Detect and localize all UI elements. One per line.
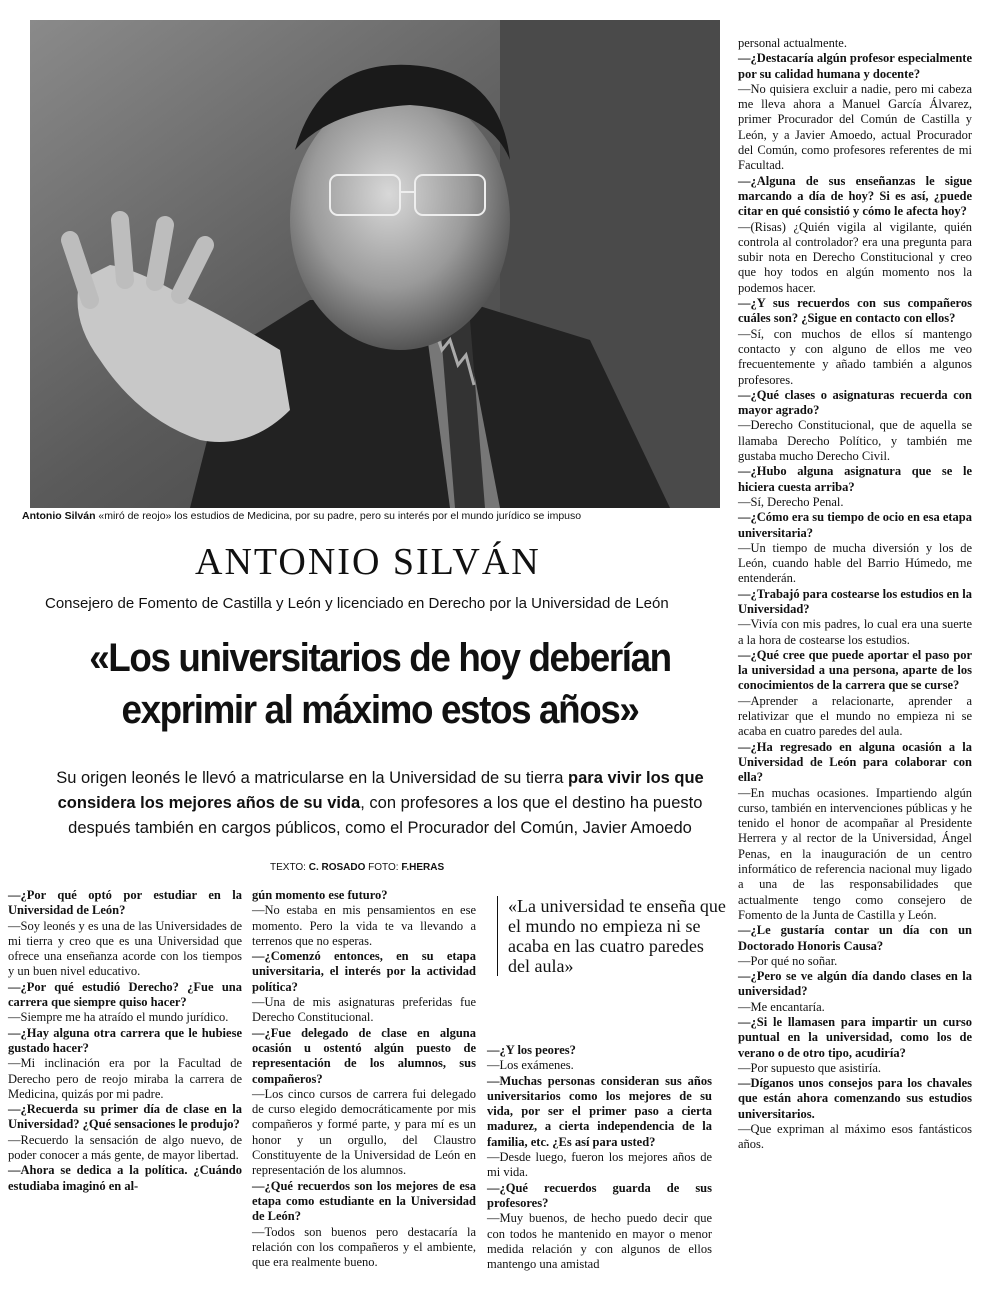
lead-line-3: después también en cargos públicos, como el Procurador del Común, Javier Amoedo	[68, 819, 692, 837]
caption-text: «miró de reojo» los estudios de Medicina, por su padre, pero su interés por el mundo jurídico se impuso	[98, 510, 582, 522]
interview-question: —¿Pero se ve algún día dando clases en la universidad?	[738, 969, 972, 999]
byline-text-label: TEXTO:	[270, 862, 309, 873]
interview-question: —¿Recuerda su primer día de clase en la Universidad? ¿Qué sensaciones le produjo?	[8, 1102, 242, 1132]
headline-line-2: exprimir al máximo estos años»	[121, 688, 639, 732]
interview-answer: —Mi inclinación era por la Facultad de Derecho pero de reojo miraba la carrera de Medicina, quizás por mi padre.	[8, 1056, 242, 1101]
column-3	[487, 1043, 712, 1272]
interview-question: —¿Qué clases o asignaturas recuerda con mayor agrado?	[738, 387, 972, 418]
article-headline	[58, 632, 702, 736]
lead-text: , con profesores a los que el destino ha puesto	[360, 794, 703, 812]
lead-text: Su origen leonés le llevó a matricularse en la Universidad de su tierra	[56, 769, 569, 787]
interview-answer: —Recuerdo la sensación de algo nuevo, de poder conocer a más gente, de mayor libertad.	[8, 1132, 242, 1163]
interview-answer: —No quisiera excluir a nadie, pero mi cabeza me lleva ahora a Manuel García Álvarez, primer Procurador del Común de Castilla y León, y a Javier Amoedo, actual Procurador del Común, como profesores referentes de mi Facultad.	[738, 81, 972, 173]
interview-question: gún momento ese futuro?	[252, 888, 388, 902]
interview-question: —¿Trabajó para costearse los estudios en la Universidad?	[738, 586, 972, 616]
lead-line-1	[40, 766, 720, 791]
interview-answer: —Muy buenos, de hecho puedo decir que con todos he mantenido en mayor o menor medida relación y con algunos de ellos mantengo una amistad	[487, 1211, 712, 1272]
interview-answer: —Aprender a relacionarte, aprender a relativizar que el mundo no empieza ni se acaba en cuatro paredes del aula.	[738, 693, 972, 739]
interview-answer: —Por qué no soñar.	[738, 953, 838, 968]
byline-photo-author: F.HERAS	[401, 862, 445, 873]
interview-question: —¿Y sus recuerdos con sus compañeros cuáles son? ¿Sigue en contacto con ellos?	[738, 296, 972, 326]
interview-answer: —No estaba en mis pensamientos en ese momento. Pero la vida te va llevando a terrenos que no esperas.	[252, 903, 476, 948]
interview-question: —¿Ha regresado en alguna ocasión a la Universidad de León para colaborar con ella?	[738, 739, 972, 785]
interview-question: —Muchas personas consideran sus años universitarios como los mejores de su vida, por ser el primer paso a cierta madurez, a cierta independencia de la familia, etc. ¿Es así para usted?	[487, 1073, 712, 1149]
lead-emphasis: para vivir los que	[568, 769, 704, 787]
interview-question: —¿Hay alguna otra carrera que le hubiese gustado hacer?	[8, 1025, 242, 1055]
byline	[270, 862, 444, 873]
interview-answer: —Soy leonés y es una de las Universidades de mi tierra y creo que es una Universidad que ofrece una enseñanza acorde con los tiempos y un buen nivel educativo.	[8, 918, 242, 979]
interview-answer: personal actualmente.	[738, 36, 847, 50]
interview-question: —¿Qué recuerdos son los mejores de esa etapa como estudiante en la Universidad de León?	[252, 1178, 476, 1224]
interview-answer: —Que expriman al máximo esos fantásticos años.	[738, 1122, 972, 1152]
interview-answer: —Un tiempo de mucha diversión y los de León, cuando hable del Barrio Húmedo, me entenderán.	[738, 540, 972, 586]
interview-question: —¿Qué cree que puede aportar el paso por la universidad a una persona, aparte de los conocimientos de la carrera que se curse?	[738, 647, 972, 693]
interview-question: —¿Fue delegado de clase en alguna ocasión u ostentó algún puesto de representación de los alumnos, sus compañeros?	[252, 1025, 476, 1086]
interview-question: —Díganos unos consejos para los chavales que están ahora comenzando sus estudios universitarios.	[738, 1076, 972, 1121]
interview-answer: —Sí, con muchos de ellos sí mantengo contacto y con alguno de ellos me veo frecuentemente y añado también a algunos profesores.	[738, 326, 972, 387]
interview-question: —¿Le gustaría contar un día con un Doctorado Honoris Causa?	[738, 923, 972, 953]
portrait-illustration	[30, 20, 720, 508]
interview-question: —¿Destacaría algún profesor especialmente por su calidad humana y docente?	[738, 51, 972, 81]
interview-answer: —Vivía con mis padres, lo cual era una suerte a la hora de costearse los estudios.	[738, 617, 972, 647]
article-lead	[40, 766, 720, 841]
lead-line-2	[40, 791, 720, 816]
interview-answer: —Desde luego, fueron los mejores años de mi vida.	[487, 1150, 712, 1180]
column-2	[252, 888, 476, 1270]
interview-question: —¿Qué recuerdos guarda de sus profesores?	[487, 1180, 712, 1210]
byline-text-author: C. ROSADO	[308, 862, 366, 873]
interview-question: —¿Y los peores?	[487, 1043, 576, 1057]
interview-question: —¿Comenzó entonces, en su etapa universitaria, el interés por la actividad política?	[252, 949, 476, 994]
interview-answer: —Sí, Derecho Penal.	[738, 494, 844, 509]
article-photo	[30, 20, 720, 508]
interview-question: —¿Por qué optó por estudiar en la Universidad de León?	[8, 888, 242, 918]
interview-answer: —(Risas) ¿Quién vigila al vigilante, quién controla al controlador? era una pregunta para subir nota en Derecho Constitucional y creo que hoy todos en algún momento nos la podemos hacer.	[738, 219, 972, 295]
interviewee-subtitle: Consejero de Fomento de Castilla y León y licenciado en Derecho por la Universidad de León	[45, 595, 669, 612]
interview-answer: —Siempre me ha atraído el mundo jurídico.	[8, 1010, 229, 1025]
interview-question: —¿Alguna de sus enseñanzas le sigue marcando a día de hoy? Si es así, ¿puede citar en qué consistió y cómo le afecta hoy?	[738, 173, 972, 219]
interview-answer: —Los cinco cursos de carrera fui delegado de curso elegido democráticamente por mis compañeros y formé parte, y para mí es un honor y un orgullo, del Claustro Constituyente de la Universidad de León en representación de los alumnos.	[252, 1086, 476, 1178]
interview-answer: —Por supuesto que asistiría.	[738, 1060, 882, 1075]
interview-question: —¿Cómo era su tiempo de ocio en esa etapa universitaria?	[738, 510, 972, 540]
interview-answer: —Todos son buenos pero destacaría la relación con los compañeros y el ambiente, que era realmente bueno.	[252, 1224, 476, 1270]
headline-line-1: «Los universitarios de hoy deberían	[89, 636, 671, 680]
interview-answer: —Me encantaría.	[738, 999, 825, 1014]
interview-question: —¿Hubo alguna asignatura que se le hiciera cuesta arriba?	[738, 464, 972, 494]
interview-question: —Ahora se dedica a la política. ¿Cuándo estudiaba imaginó en al-	[8, 1163, 242, 1193]
column-1	[8, 888, 242, 1194]
column-4	[738, 36, 972, 1153]
interview-answer: —Derecho Constitucional, que de aquella se llamaba Derecho Político, y también me gustaba mucho Derecho Civil.	[738, 418, 972, 464]
pull-quote: «La universidad te enseña que el mundo no empieza ni se acaba en las cuatro paredes del aula»	[497, 896, 728, 976]
photo-caption	[22, 510, 722, 523]
byline-photo-label: FOTO:	[365, 862, 402, 873]
lead-emphasis: considera los mejores años de su vida	[57, 794, 361, 812]
interview-question: —¿Por qué estudió Derecho? ¿Fue una carrera que siempre quiso hacer?	[8, 979, 242, 1010]
caption-name: Antonio Silván	[22, 510, 96, 522]
interview-question: —¿Si le llamasen para impartir un curso puntual en la universidad, como los de verano o de otro tipo, acudiría?	[738, 1015, 972, 1060]
interview-answer: —Los exámenes.	[487, 1058, 574, 1073]
interviewee-name: ANTONIO SILVÁN	[195, 541, 541, 583]
interview-answer: —En muchas ocasiones. Impartiendo algún curso, también en intervenciones públicas y he tenido el honor de acompañar al Presidente Herrera y al rector de la Universidad, Ángel Penas, en la inauguración de un centro informático de referencia nacional muy ligado a una de las responsabilidades que actualmente tengo como consejero de Fomento de la Junta de Castilla y León.	[738, 785, 972, 922]
interview-answer: —Una de mis asignaturas preferidas fue Derecho Constitucional.	[252, 995, 476, 1025]
